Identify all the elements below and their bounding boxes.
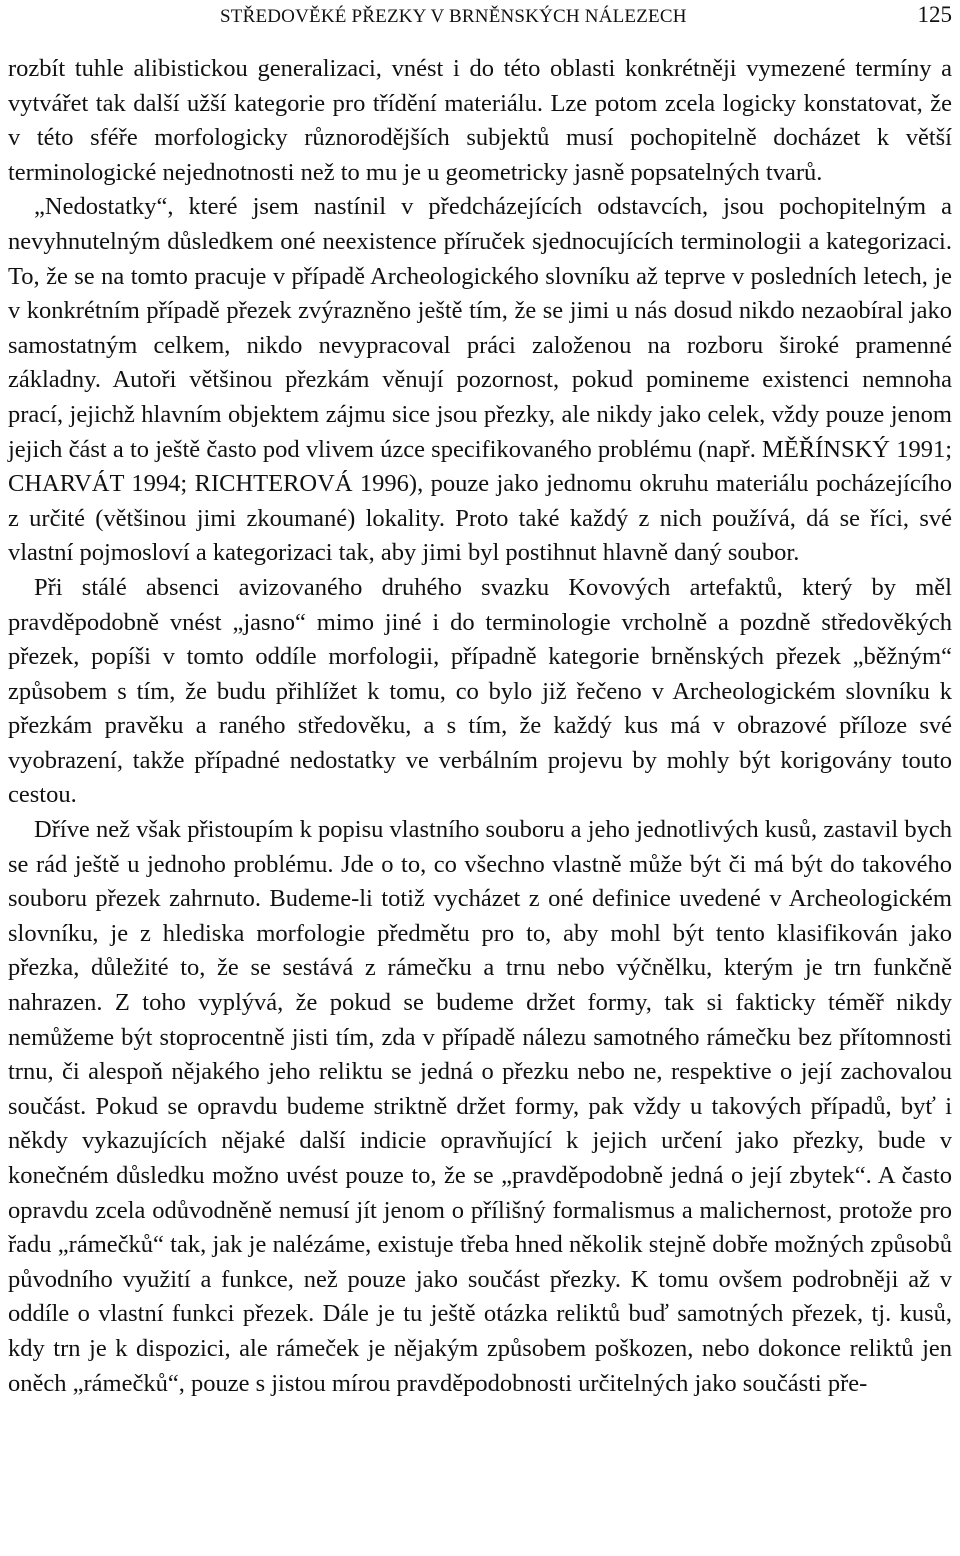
- page-number: 125: [917, 2, 952, 27]
- paragraph-2: „Nedostatky“, které jsem nastínil v předcházejících odstavcích, jsou pochopitelným a nevyhnutelným důsledkem oné neexistence příruček sjednocujících terminologii a kategorizaci. To, že se na tomto pracuje v případě Archeologického slovníku až teprve v posledních letech, je v konkrétním případě přezek zvýrazněno ještě tím, že se jimi u nás dosud nikdo nezaobíral jako samostatným celkem, nikdo nevypracoval práci založenou na rozboru široké pramenné základny. Autoři většinou přezkám věnují pozornost, pokud pomineme existenci nemnoha prací, jejichž hlavním objektem zájmu sice jsou přezky, ale nikdy jako celek, vždy pouze jenom jejich část a to ještě často pod vlivem úzce specifikovaného problému (např. MĚŘÍNSKÝ 1991; CHARVÁT 1994; RICHTEROVÁ 1996), pouze jako jednomu okruhu materiálu pocházejícího z určité (většinou jimi zkoumané) lokality. Proto také každý z nich používá, dá se říci, své vlastní pojmosloví a kategorizaci tak, aby jimi byl postihnut hlavně daný soubor.: [8, 193, 952, 567]
- paragraph-3: Při stálé absenci avizovaného druhého svazku Kovových artefaktů, který by měl pravděpodobně vnést „jasno“ mimo jiné i do terminologie vrcholně a pozdně středověkých přezek, popíši v tomto oddíle morfologii, případně kategorie brněnských přezek „běžným“ způsobem s tím, že budu přihlížet k tomu, co bylo již řečeno v Archeologickém slovníku k přezkám pravěku a raného středověku, a s tím, že každý kus má v obrazové příloze své vyobrazení, takže případné nedostatky ve verbálním projevu by mohly být korigovány touto cestou.: [8, 573, 952, 809]
- body-text: [8, 52, 952, 1401]
- running-head: [10, 2, 952, 32]
- paragraph-1: rozbít tuhle alibistickou generalizaci, vnést i do této oblasti konkrétněji vymezené termíny a vytvářet tak další užší kategorie pro třídění materiálu. Lze potom zcela logicky konstatovat, že v této sféře morfologicky různorodějších subjektů musí pochopitelně docházet k větší terminologické nejednotnosti než to mu je u geometricky jasně popsatelných tvarů.: [8, 55, 952, 186]
- running-title: STŘEDOVĚKÉ PŘEZKY V BRNĚNSKÝCH NÁLEZECH: [220, 6, 687, 27]
- paragraph-4: Dříve než však přistoupím k popisu vlastního souboru a jeho jednotlivých kusů, zastavil bych se rád ještě u jednoho problému. Jde o to, co všechno vlastně může být či má být do takového souboru přezek zahrnuto. Budeme-li totiž vycházet z oné definice uvedené v Archeologickém slovníku, je z hlediska morfologie předmětu pro to, aby mohl být tento klasifikován jako přezka, důležité to, že se sestává z rámečku a trnu nebo výčnělku, kterým je trn funkčně nahrazen. Z toho vyplývá, že pokud se budeme držet formy, tak si fakticky téměř nikdy nemůžeme být stoprocentně jisti tím, zda v případě nálezu samotného rámečku bez přítomnosti trnu, či alespoň nějakého jeho reliktu se jedná o přezku nebo ne, respektive o její zachovalou součást. Pokud se opravdu budeme striktně držet formy, pak vždy u takových případů, byť i někdy vykazujících nějaké další indicie opravňující k jejich určení jako přezky, bude v konečném důsledku možno uvést pouze to, že se „pravděpodobně jedná o její zbytek“. A často opravdu zcela odůvodněně nemusí jít jenom o přílišný formalismus a malichernost, protože pro řadu „rámečků“ tak, jak je nalézáme, existuje třeba hned několik stejně dobře možných způsobů původního využití a funkce, než pouze jako součást přezky. K tomu ovšem podrobněji až v oddíle o vlastní funkci přezek. Dále je tu ještě otázka reliktů buď samotných přezek, tj. kusů, kdy trn je k dispozici, ale rámeček je nějakým způsobem poškozen, nebo dokonce reliktů jen oněch „rámečků“, pouze s jistou mírou pravděpodobnosti určitelných jako součásti pře-: [8, 816, 952, 1397]
